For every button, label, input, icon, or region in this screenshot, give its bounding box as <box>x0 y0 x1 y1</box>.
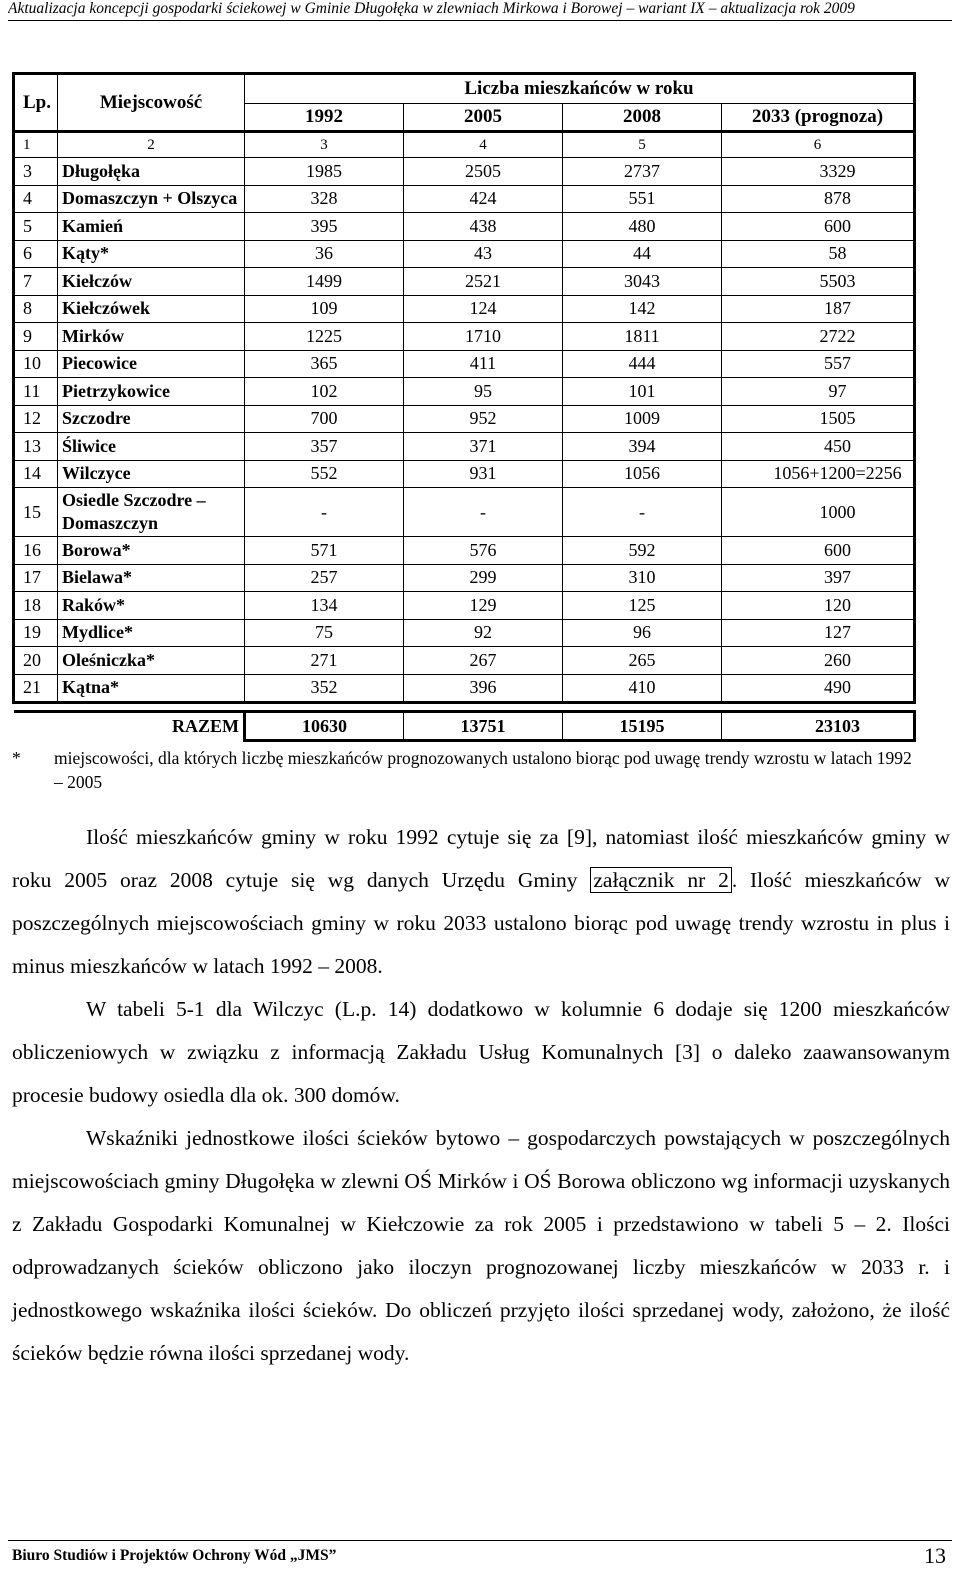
paragraph-3: Wskaźniki jednostkowe ilości ścieków bytowo – gospodarczych powstających w poszczególnych miejscowościach gminy Długołęka w zlewni OŚ Mirków i OŚ Borowa obliczono wg informacji uzyskanych z Zakładu Gospodarki Komunalnej w Kiełczowie za rok 2005 i przedstawiono w tabeli 5 – 2. Ilości odprowadzanych ścieków obliczono jako iloczyn prognozowanej liczby mieszkańców w 2033 r. i jednostkowego wskaźnika ilości ścieków. Do obliczeń przyjęto ilości sprzedanej wody, założono, że ilość ścieków będzie równa ilości sprzedanej wody. <box>12 1126 950 1365</box>
total-value-1992: 10630 <box>245 712 404 741</box>
table-row <box>14 158 915 186</box>
index-cell: 2 <box>58 132 245 158</box>
row-value-1992: 257 <box>245 564 404 592</box>
table-row <box>14 213 915 241</box>
row-place-name: Kąty* <box>58 240 245 268</box>
header-year-1992: 1992 <box>245 104 404 132</box>
row-value-2005: 931 <box>404 460 563 488</box>
row-place-name: Długołęka <box>58 158 245 186</box>
total-value-2033: 23103 <box>722 712 915 741</box>
row-place-name: Kamień <box>58 213 245 241</box>
row-lp: 8 <box>14 295 58 323</box>
row-value-2008: 310 <box>563 564 722 592</box>
row-value-2008: 410 <box>563 674 722 703</box>
row-value-2008: - <box>563 488 722 537</box>
row-value-1992: 395 <box>245 213 404 241</box>
row-place-name: Domaszczyn + Olszyca <box>58 185 245 213</box>
row-value-1992: 75 <box>245 619 404 647</box>
footnote-marker: * <box>12 748 21 768</box>
row-lp: 12 <box>14 405 58 433</box>
row-value-2005: 92 <box>404 619 563 647</box>
table-row <box>14 240 915 268</box>
row-value-2008: 444 <box>563 350 722 378</box>
row-lp: 11 <box>14 378 58 406</box>
row-lp: 7 <box>14 268 58 296</box>
row-value-2005: 95 <box>404 378 563 406</box>
row-value-1992: 352 <box>245 674 404 703</box>
row-lp: 5 <box>14 213 58 241</box>
row-value-2005: 43 <box>404 240 563 268</box>
row-value-2005: 299 <box>404 564 563 592</box>
row-lp: 16 <box>14 537 58 565</box>
row-place-name: Borowa* <box>58 537 245 565</box>
row-lp: 9 <box>14 323 58 351</box>
table-gap <box>14 703 915 712</box>
row-value-2033: 1056+1200=2256 <box>722 460 915 488</box>
row-value-2033: 120 <box>722 592 915 620</box>
row-value-2005: 424 <box>404 185 563 213</box>
row-value-2005: 576 <box>404 537 563 565</box>
table-row <box>14 647 915 675</box>
paragraph-1-part-a: Ilość mieszkańców gminy w roku 1992 cytuje się za [9], natomiast ilość mieszkańców gminy w roku 2005 oraz 2008 cytuje się wg danych Urzędu Gminy <box>12 825 950 892</box>
attachment-reference: załącznik nr 2 <box>590 867 731 893</box>
row-value-2033: 600 <box>722 537 915 565</box>
row-lp: 20 <box>14 647 58 675</box>
row-value-1992: 571 <box>245 537 404 565</box>
header-group: Liczba mieszkańców w roku <box>245 74 915 104</box>
row-value-2033: 397 <box>722 564 915 592</box>
row-place-name: Wilczyce <box>58 460 245 488</box>
row-value-2005: 1710 <box>404 323 563 351</box>
table-row <box>14 323 915 351</box>
row-value-1992: 1499 <box>245 268 404 296</box>
total-row <box>14 712 915 741</box>
table-row <box>14 268 915 296</box>
row-lp: 19 <box>14 619 58 647</box>
row-value-2008: 3043 <box>563 268 722 296</box>
index-cell: 3 <box>245 132 404 158</box>
footnote-text: miejscowości, dla których liczbę mieszkańców prognozowanych ustalono biorąc pod uwagę trendy wzrostu w latach 1992 – 2005 <box>54 748 912 792</box>
row-place-name: Kiełczówek <box>58 295 245 323</box>
column-index-row <box>14 132 915 158</box>
row-value-2005: 267 <box>404 647 563 675</box>
row-value-1992: 700 <box>245 405 404 433</box>
row-value-2033: 557 <box>722 350 915 378</box>
row-value-1992: 134 <box>245 592 404 620</box>
table-row <box>14 488 915 537</box>
row-value-2005: 2505 <box>404 158 563 186</box>
table-row <box>14 674 915 703</box>
row-value-2008: 142 <box>563 295 722 323</box>
table-gap-cell <box>14 703 915 712</box>
table-row <box>14 460 915 488</box>
row-place-name: Mirków <box>58 323 245 351</box>
row-value-2033: 187 <box>722 295 915 323</box>
row-place-name: Mydlice* <box>58 619 245 647</box>
header-lp: Lp. <box>14 74 58 132</box>
row-lp: 3 <box>14 158 58 186</box>
row-value-2008: 480 <box>563 213 722 241</box>
table-row <box>14 592 915 620</box>
row-value-1992: 1225 <box>245 323 404 351</box>
table-row <box>14 185 915 213</box>
row-value-1992: 271 <box>245 647 404 675</box>
table-header-row <box>14 74 915 104</box>
total-value-2005: 13751 <box>404 712 563 741</box>
population-table <box>12 72 916 742</box>
row-value-1992: 36 <box>245 240 404 268</box>
index-cell: 6 <box>722 132 915 158</box>
row-value-2033: 2722 <box>722 323 915 351</box>
header-year-2033: 2033 (prognoza) <box>722 104 915 132</box>
row-place-name: Pietrzykowice <box>58 378 245 406</box>
table-row <box>14 405 915 433</box>
row-value-2005: 371 <box>404 433 563 461</box>
row-value-2033: 127 <box>722 619 915 647</box>
row-value-2033: 3329 <box>722 158 915 186</box>
row-value-2005: 411 <box>404 350 563 378</box>
row-value-1992: 552 <box>245 460 404 488</box>
running-header: Aktualizacja koncepcji gospodarki ściekowej w Gminie Długołęka w zlewniach Mirkowa i Borowej – wariant IX – aktualizacja rok 2009 <box>8 0 952 21</box>
header-place: Miejscowość <box>58 74 245 132</box>
total-label: RAZEM <box>14 712 245 741</box>
row-value-2005: 129 <box>404 592 563 620</box>
row-value-2033: 450 <box>722 433 915 461</box>
index-cell: 1 <box>14 132 58 158</box>
total-value-2008: 15195 <box>563 712 722 741</box>
row-value-2008: 394 <box>563 433 722 461</box>
row-value-1992: 328 <box>245 185 404 213</box>
row-value-2008: 1009 <box>563 405 722 433</box>
row-value-2005: - <box>404 488 563 537</box>
row-place-name: Osiedle Szczodre – Domaszczyn <box>58 488 245 537</box>
paragraph-2: W tabeli 5-1 dla Wilczyc (L.p. 14) dodatkowo w kolumnie 6 dodaje się 1200 mieszkańców obliczeniowych w związku z informacją Zakładu Usług Komunalnych [3] o daleko zaawansowanym procesie budowy osiedla dla ok. 300 domów. <box>12 997 950 1107</box>
row-place-name: Piecowice <box>58 350 245 378</box>
row-place-name: Kątna* <box>58 674 245 703</box>
row-lp: 21 <box>14 674 58 703</box>
row-place-name: Raków* <box>58 592 245 620</box>
row-place-name: Bielawa* <box>58 564 245 592</box>
row-value-1992: - <box>245 488 404 537</box>
body-text <box>12 816 950 1375</box>
paragraph-1 <box>12 816 950 988</box>
row-value-1992: 1985 <box>245 158 404 186</box>
table-row <box>14 378 915 406</box>
row-value-2008: 551 <box>563 185 722 213</box>
row-value-1992: 109 <box>245 295 404 323</box>
page-footer <box>8 1540 952 1581</box>
row-value-2008: 125 <box>563 592 722 620</box>
table-row <box>14 564 915 592</box>
index-cell: 4 <box>404 132 563 158</box>
row-value-2033: 1000 <box>722 488 915 537</box>
header-year-2008: 2008 <box>563 104 722 132</box>
table-row <box>14 433 915 461</box>
header-year-2005: 2005 <box>404 104 563 132</box>
row-value-2008: 265 <box>563 647 722 675</box>
paragraph-1-part-b: . Ilość mieszkańców w poszczególnych miejscowościach gminy w roku 2033 ustalono biorąc pod uwagę trendy wzrostu in plus i minus mieszkańców w latach 1992 – 2008. <box>12 868 950 978</box>
table-footnote <box>12 746 912 794</box>
row-value-2033: 97 <box>722 378 915 406</box>
row-lp: 4 <box>14 185 58 213</box>
row-value-2008: 96 <box>563 619 722 647</box>
row-value-2008: 1811 <box>563 323 722 351</box>
row-value-2008: 101 <box>563 378 722 406</box>
row-value-2008: 592 <box>563 537 722 565</box>
table-row <box>14 350 915 378</box>
row-place-name: Szczodre <box>58 405 245 433</box>
row-value-1992: 357 <box>245 433 404 461</box>
row-place-name: Kiełczów <box>58 268 245 296</box>
index-cell: 5 <box>563 132 722 158</box>
table-row <box>14 619 915 647</box>
row-value-2033: 260 <box>722 647 915 675</box>
table-row <box>14 537 915 565</box>
row-value-2033: 878 <box>722 185 915 213</box>
row-lp: 18 <box>14 592 58 620</box>
row-value-2033: 1505 <box>722 405 915 433</box>
row-value-2008: 2737 <box>563 158 722 186</box>
row-lp: 15 <box>14 488 58 537</box>
table-row <box>14 295 915 323</box>
row-lp: 6 <box>14 240 58 268</box>
row-value-2033: 490 <box>722 674 915 703</box>
row-value-2005: 952 <box>404 405 563 433</box>
row-lp: 17 <box>14 564 58 592</box>
row-value-2033: 58 <box>722 240 915 268</box>
row-place-name: Oleśniczka* <box>58 647 245 675</box>
row-value-2008: 1056 <box>563 460 722 488</box>
row-value-2008: 44 <box>563 240 722 268</box>
row-value-2005: 396 <box>404 674 563 703</box>
row-value-1992: 365 <box>245 350 404 378</box>
row-value-2005: 438 <box>404 213 563 241</box>
row-lp: 13 <box>14 433 58 461</box>
page-number: 13 <box>924 1543 946 1568</box>
row-lp: 10 <box>14 350 58 378</box>
row-value-2033: 600 <box>722 213 915 241</box>
row-place-name: Śliwice <box>58 433 245 461</box>
row-value-2005: 2521 <box>404 268 563 296</box>
row-value-2033: 5503 <box>722 268 915 296</box>
row-lp: 14 <box>14 460 58 488</box>
row-value-2005: 124 <box>404 295 563 323</box>
row-value-1992: 102 <box>245 378 404 406</box>
footer-company: Biuro Studiów i Projektów Ochrony Wód „JMS” <box>12 1547 337 1564</box>
